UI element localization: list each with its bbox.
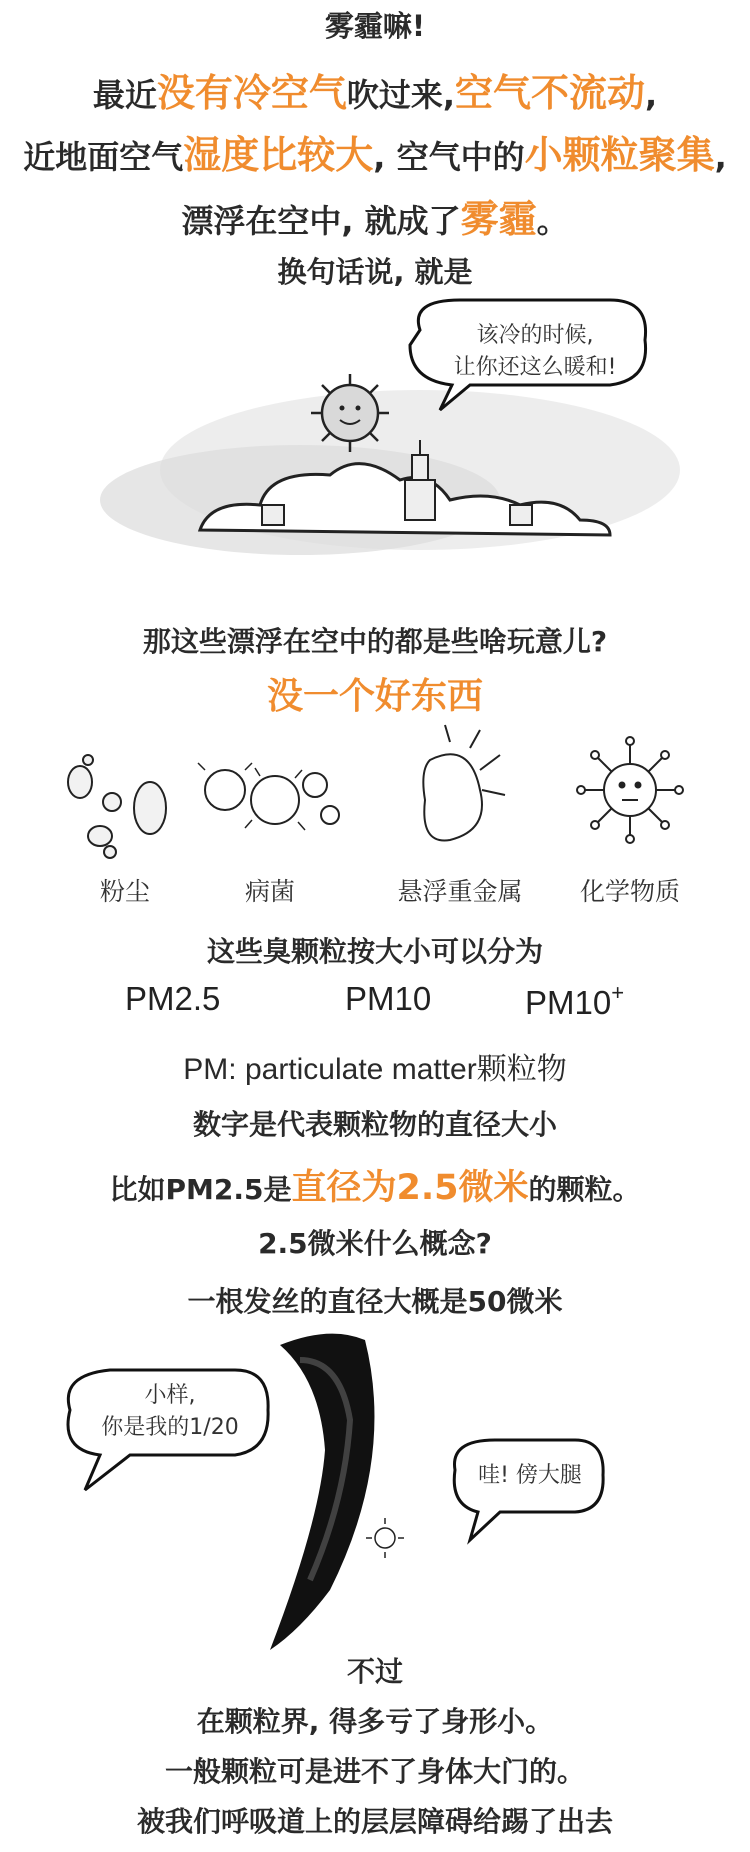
- text-segment: 近地面空气: [23, 138, 184, 176]
- pm-intro: 这些臭颗粒按大小可以分为: [206, 935, 543, 968]
- hair-fact: 一根发丝的直径大概是50微米: [187, 1285, 563, 1318]
- question-line-1: 那这些漂浮在空中的都是些啥玩意儿?: [142, 625, 608, 658]
- highlight-text: 雾霾: [460, 197, 537, 241]
- intro-line-1: 雾霾嘛!: [324, 9, 426, 43]
- ending-line-3: 一般颗粒可是进不了身体大门的。: [164, 1755, 585, 1788]
- germ-icon: [198, 763, 339, 830]
- highlight-text: 空气不流动: [455, 71, 646, 115]
- text-segment: , 空气中的: [373, 138, 525, 176]
- category-label-dust: 粉尘: [99, 877, 150, 906]
- pm-example: [0, 1160, 750, 1210]
- virus-character-icon: [311, 374, 389, 452]
- text-segment: 比如PM2.5是: [109, 1173, 292, 1206]
- text-segment: 的颗粒。: [528, 1173, 641, 1206]
- small-particle-icon: [366, 1518, 404, 1558]
- dust-icon: [68, 755, 166, 858]
- pm10plus-label: [525, 980, 624, 1022]
- left-bubble-text: [70, 1380, 270, 1444]
- text-segment: ,: [645, 76, 658, 114]
- category-label-heavy-metal: 悬浮重金属: [397, 877, 523, 906]
- right-bubble-text: 哇! 傍大腿: [478, 1463, 582, 1488]
- highlight-text: 直径为2.5微米: [291, 1168, 529, 1208]
- intro-line-5: 换句话说, 就是: [277, 255, 473, 289]
- ending-line-4: 被我们呼吸道上的层层障碍给踢了出去: [136, 1805, 613, 1838]
- speech-bubble-text: [430, 320, 640, 384]
- chemical-icon: [577, 737, 683, 843]
- text-segment: 吹过来,: [346, 76, 456, 114]
- pm-question: 2.5微米什么概念?: [258, 1227, 492, 1260]
- bubble-line: 你是我的1/20: [101, 1415, 239, 1440]
- pm25-label: PM2.5: [125, 980, 221, 1017]
- pm10plus-text: PM10: [525, 984, 612, 1021]
- pm-definition: PM: particulate matter颗粒物: [183, 1053, 567, 1086]
- plus-sign: +: [611, 980, 625, 1005]
- heavy-metal-icon: [423, 725, 505, 841]
- text-segment: 最近: [92, 76, 157, 114]
- text-segment: 漂浮在空中, 就成了: [181, 202, 461, 240]
- category-label-chemical: 化学物质: [579, 877, 680, 906]
- pm10-label: PM10: [345, 980, 432, 1017]
- ending-line-2: 在颗粒界, 得多亏了身形小。: [196, 1705, 554, 1738]
- question-line-2: 没一个好东西: [266, 676, 483, 717]
- bubble-line: 让你还这么暖和!: [453, 355, 617, 380]
- ending-line-1: 不过: [346, 1655, 403, 1688]
- text-segment: ,: [714, 138, 727, 176]
- bubble-line: 该冷的时候,: [476, 323, 594, 348]
- pm-digits-meaning: 数字是代表颗粒物的直径大小: [192, 1108, 557, 1141]
- highlight-text: 小颗粒聚集: [524, 133, 715, 177]
- highlight-text: 湿度比较大: [183, 133, 374, 177]
- hair-strand-icon: [270, 1334, 374, 1650]
- highlight-text: 没有冷空气: [156, 71, 347, 115]
- text-segment: 。: [536, 202, 569, 240]
- category-label-germ: 病菌: [244, 877, 295, 906]
- bubble-line: 小样,: [144, 1383, 196, 1408]
